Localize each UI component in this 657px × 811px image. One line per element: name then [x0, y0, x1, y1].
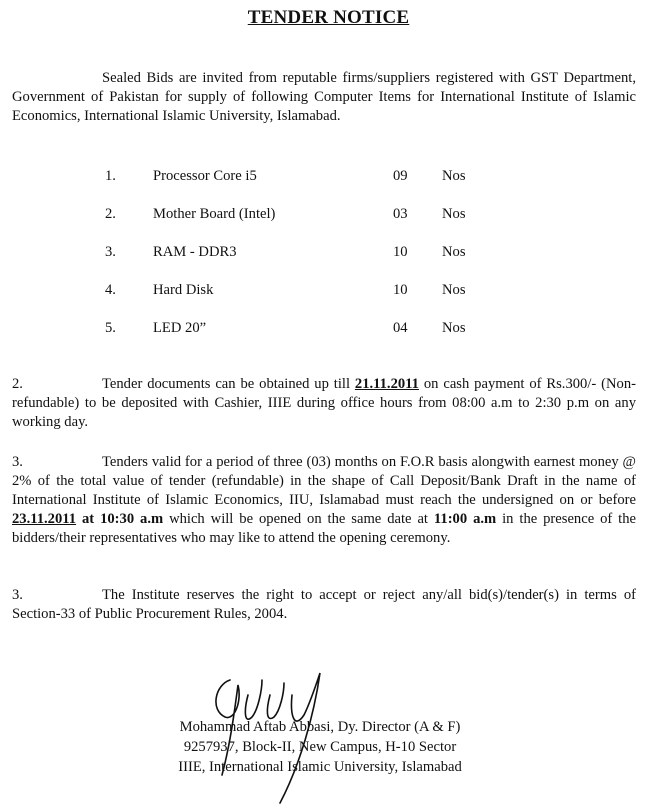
item-quantity: 03	[393, 206, 408, 222]
signatory-address: 9257937, Block-II, New Campus, H-10 Sector	[183, 739, 457, 755]
item-unit: Nos	[442, 320, 466, 336]
item-unit: Nos	[442, 282, 466, 298]
item-name: Hard Disk	[153, 282, 214, 298]
item-unit: Nos	[442, 206, 466, 222]
item-quantity: 04	[393, 320, 408, 336]
validity-text-c: in the presence of the bidders/their representatives who may like to attend the opening ceremony.	[12, 511, 637, 546]
item-number: 1.	[105, 168, 116, 184]
validity-paragraph	[12, 453, 636, 548]
rights-paragraph	[12, 586, 636, 624]
item-name: Mother Board (Intel)	[153, 206, 276, 222]
list-item	[0, 281, 657, 301]
item-quantity: 10	[393, 244, 408, 260]
opening-time: 11:00 a.m	[433, 511, 497, 527]
item-number: 5.	[105, 320, 116, 336]
item-quantity: 09	[393, 168, 408, 184]
signatory-name: Mohammad Aftab Abbasi, Dy. Director (A & F)	[179, 719, 461, 735]
list-item	[0, 205, 657, 225]
item-number: 3.	[105, 244, 116, 260]
paragraph-number: 3.	[12, 454, 23, 470]
item-unit: Nos	[442, 168, 466, 184]
documents-text-a: Tender documents can be obtained up till	[102, 376, 355, 392]
page-title: TENDER NOTICE	[247, 7, 410, 28]
item-name: RAM - DDR3	[153, 244, 237, 260]
intro-text: Sealed Bids are invited from reputable firms/suppliers registered with GST Department, Government of Pakistan for supply of following Computer Items for International Institute of Islamic Economics, International Islamic University, Islamabad.	[12, 70, 636, 124]
item-unit: Nos	[442, 244, 466, 260]
signatory-institution: IIIE, International Islamic University, Islamabad	[178, 759, 462, 775]
paragraph-number: 2.	[12, 376, 23, 392]
documents-text-b: on cash payment of Rs.300/- (Non-refundable) to be deposited with Cashier, IIIE during office hours from 08:00 a.m to 2:30 p.m on any working day.	[12, 376, 636, 430]
document-deadline-date: 21.11.2011	[354, 376, 419, 392]
submission-deadline-date: 23.11.2011	[12, 511, 77, 527]
list-item	[0, 319, 657, 339]
item-number: 2.	[105, 206, 116, 222]
submission-deadline-time: at 10:30 a.m	[76, 511, 164, 527]
list-item	[0, 167, 657, 187]
paragraph-number: 3.	[12, 587, 23, 603]
validity-text-a: Tenders valid for a period of three (03) months on F.O.R basis alongwith earnest money @ 2% of the total value of tender (refundable) in the shape of Call Deposit/Bank Draft in the name of International Institute of Islamic Economics, IIU, Islamabad must reach the undersigned on or before	[12, 454, 636, 508]
intro-paragraph	[12, 69, 636, 126]
item-number: 4.	[105, 282, 116, 298]
list-item	[0, 243, 657, 263]
item-name: Processor Core i5	[153, 168, 257, 184]
documents-paragraph	[12, 375, 636, 432]
rights-text: The Institute reserves the right to accept or reject any/all bid(s)/tender(s) in terms of Section-33 of Public Procurement Rules, 2004.	[12, 587, 636, 622]
item-name: LED 20”	[153, 320, 207, 336]
validity-text-b: which will be opened on the same date at	[163, 511, 434, 527]
item-quantity: 10	[393, 282, 408, 298]
